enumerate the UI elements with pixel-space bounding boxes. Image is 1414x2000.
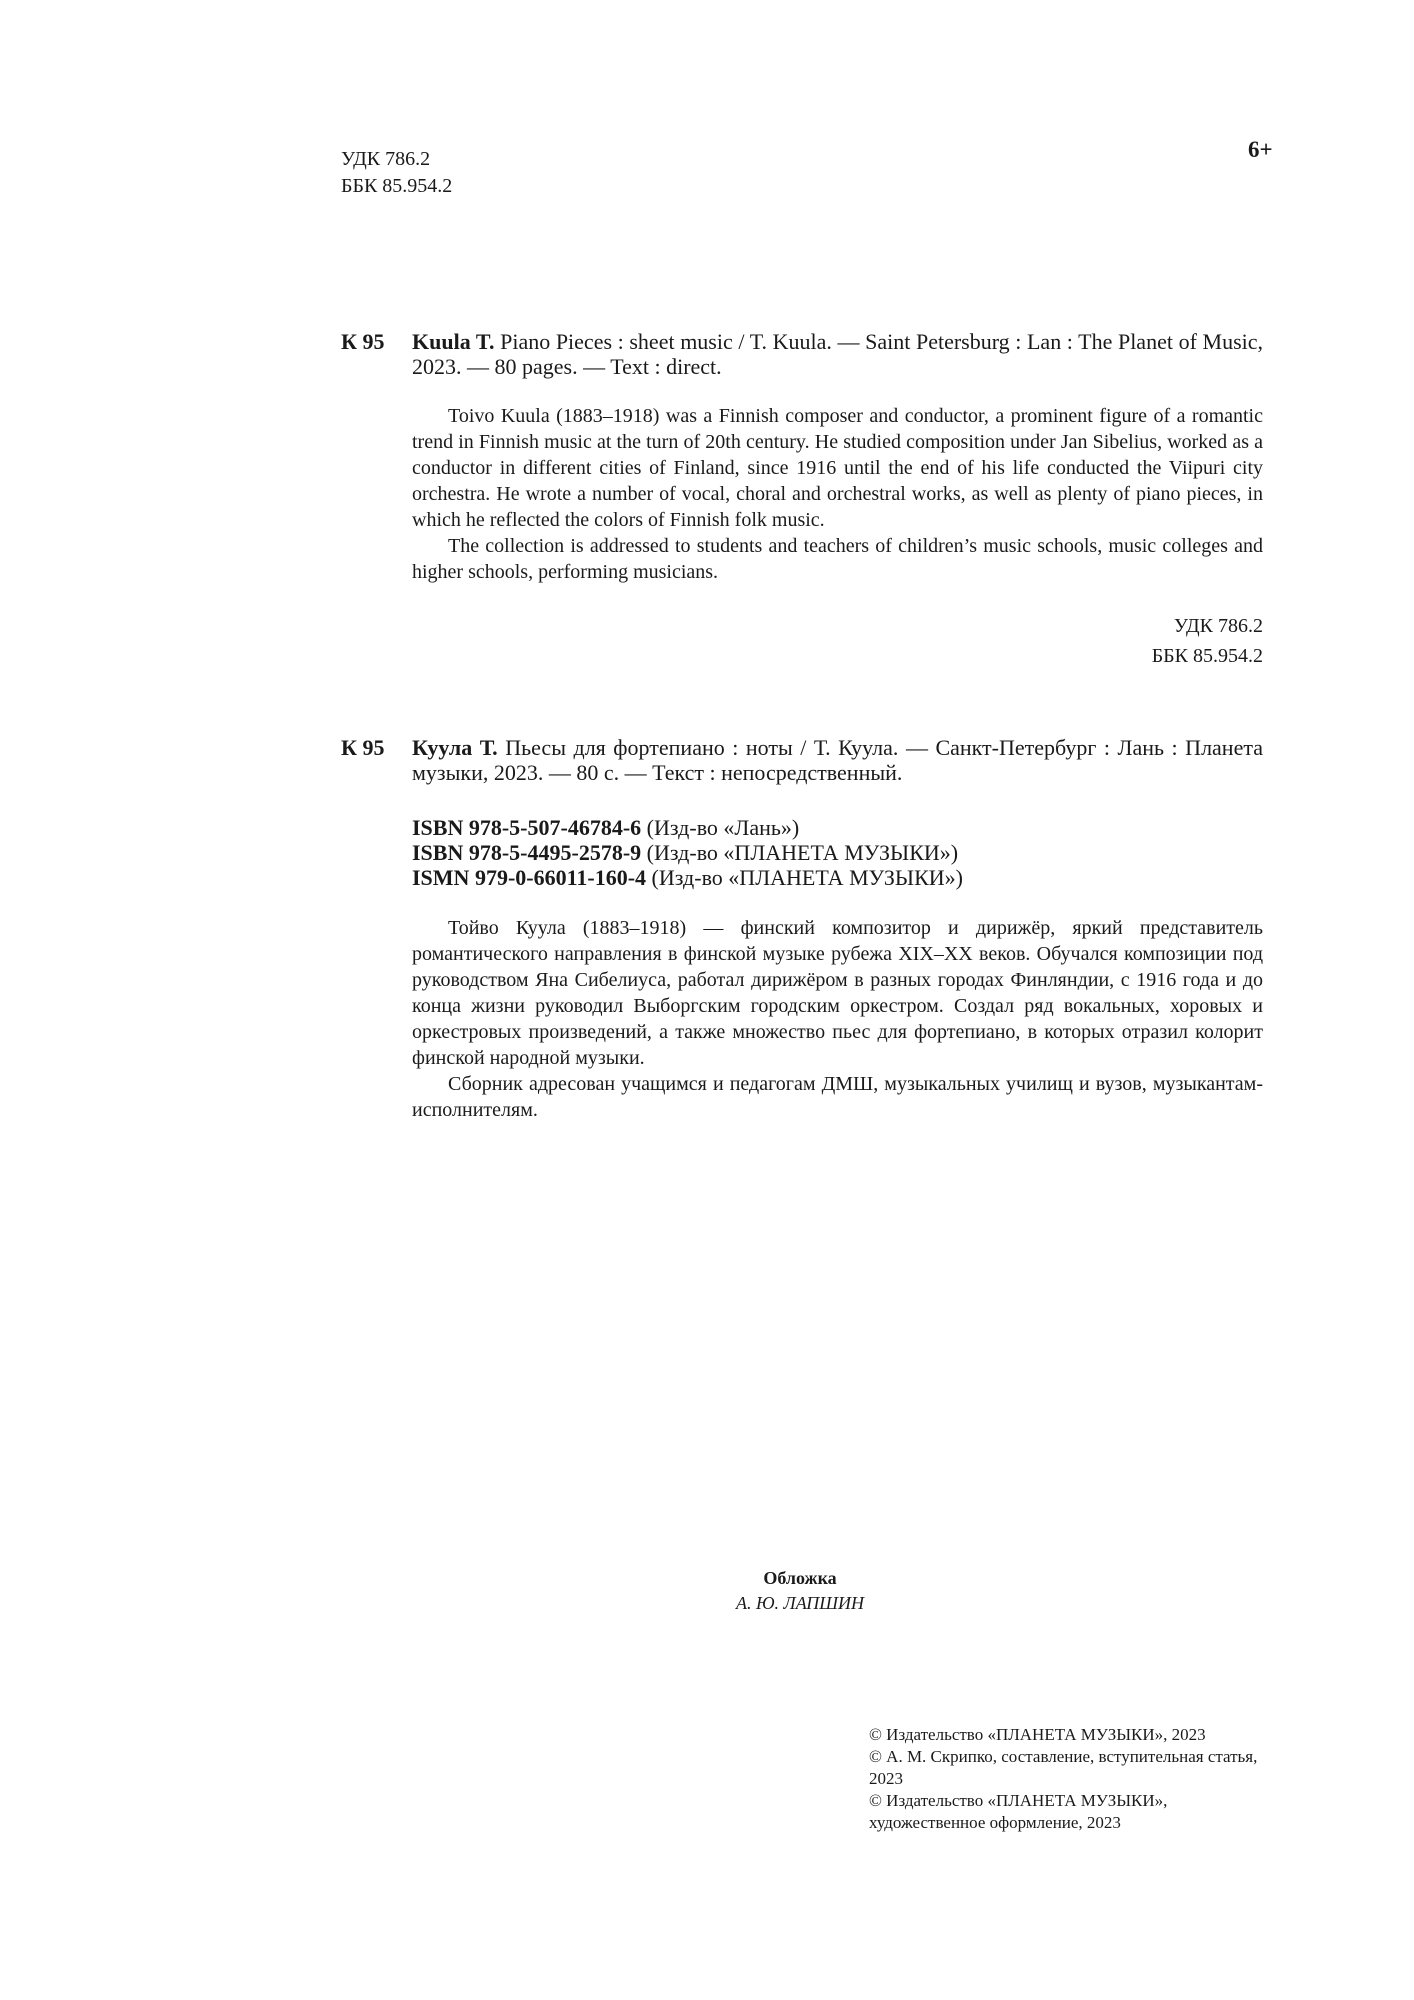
annotation-paragraph: Тойво Куула (1883–1918) — финский композитор и дирижёр, яркий представитель романтического направления в финской музыке рубежа XIX–XX веков. Обучался композиции под руководством Яна Сибелиуса, работал дирижёром в разных городах Финляндии, с 1916 года и до конца жизни руководил Выборгским городским оркестром. Создал ряд вокальных, хоровых и оркестровых произведений, а также множество пьес для фортепиано, в которых отразил колорит финской народной музыки.	[412, 917, 1263, 1069]
top-classification	[341, 146, 452, 200]
ismn-number: ISMN 979-0-66011-160-4	[412, 865, 647, 890]
isbn-line	[412, 840, 963, 865]
age-rating: 6+	[1248, 137, 1273, 162]
copyright-line: © Издательство «ПЛАНЕТА МУЗЫКИ», 2023	[869, 1725, 1206, 1744]
russian-annotation	[412, 915, 1263, 1123]
entry-code: К 95	[341, 329, 385, 354]
entry-description: Piano Pieces : sheet music / T. Kuula. — Saint Petersburg : Lan : The Planet of Music, 2023. — 80 pages. — Text : direct.	[412, 329, 1264, 379]
udc-code: УДК 786.2	[341, 148, 431, 170]
entry-author: Kuula T.	[412, 329, 495, 354]
entry-heading	[412, 735, 1263, 785]
isbn-list	[412, 815, 963, 890]
english-catalog-entry	[341, 329, 1263, 379]
russian-catalog-entry	[341, 735, 1263, 785]
english-entry-classification	[1000, 611, 1263, 671]
entry-author: Куула Т.	[412, 735, 498, 760]
cover-title: Обложка	[763, 1568, 837, 1588]
copyright-line: © А. М. Скрипко, составление, вступительная статья, 2023	[869, 1747, 1258, 1788]
isbn-line	[412, 815, 963, 840]
isbn-number: ISBN 978-5-4495-2578-9	[412, 840, 642, 865]
copyright-block	[869, 1724, 1269, 1834]
ismn-publisher: (Изд-во «ПЛАНЕТА МУЗЫКИ»)	[651, 865, 964, 890]
entry-code: К 95	[341, 735, 385, 760]
udc-code: УДК 786.2	[1173, 615, 1263, 637]
annotation-paragraph: Сборник адресован учащимся и педагогам ДМШ, музыкальных училищ и вузов, музыкантам-исполнителям.	[412, 1073, 1263, 1121]
isbn-publisher: (Изд-во «ПЛАНЕТА МУЗЫКИ»)	[646, 840, 959, 865]
cover-credit	[600, 1566, 1000, 1616]
entry-description: Пьесы для фортепиано : ноты / Т. Куула. — Санкт-Петербург : Лань : Планета музыки, 2023. — 80 с. — Текст : непосредственный.	[412, 735, 1263, 785]
entry-heading	[412, 329, 1263, 379]
isbn-publisher: (Изд-во «Лань»)	[646, 815, 800, 840]
bbk-code: ББК 85.954.2	[1151, 645, 1263, 667]
english-annotation	[412, 403, 1263, 585]
cover-artist: А. Ю. ЛАПШИН	[735, 1593, 865, 1613]
copyright-line: © Издательство «ПЛАНЕТА МУЗЫКИ», художественное оформление, 2023	[869, 1791, 1168, 1832]
annotation-paragraph: Toivo Kuula (1883–1918) was a Finnish composer and conductor, a prominent figure of a romantic trend in Finnish music at the turn of 20th century. He studied composition under Jan Sibelius, worked as a conductor in different cities of Finland, since 1916 until the end of his life conducted the Viipuri city orchestra. He wrote a number of vocal, choral and orchestral works, as well as plenty of piano pieces, in which he reflected the colors of Finnish folk music.	[412, 405, 1263, 531]
isbn-number: ISBN 978-5-507-46784-6	[412, 815, 642, 840]
ismn-line	[412, 865, 963, 890]
annotation-paragraph: The collection is addressed to students and teachers of children’s music schools, music colleges and higher schools, performing musicians.	[412, 535, 1263, 583]
bbk-code: ББК 85.954.2	[341, 175, 453, 197]
